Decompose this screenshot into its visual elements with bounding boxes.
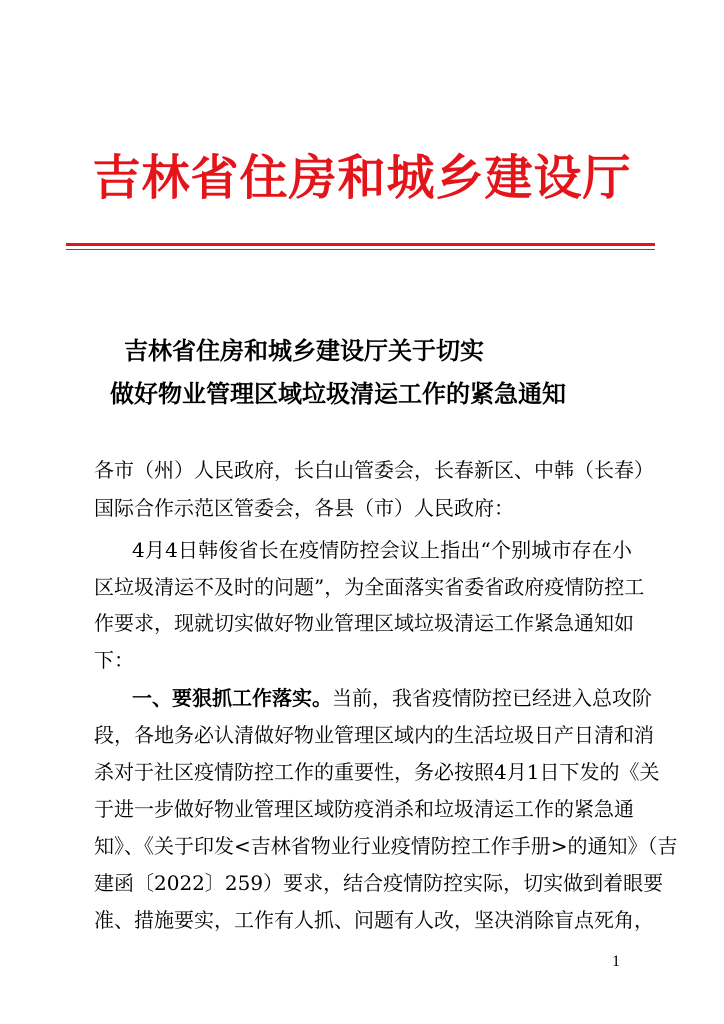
intro-line-3: 作要求，现就切实做好物业管理区域垃圾清运工作紧急通知如 [94, 611, 634, 635]
masthead: 吉林省住房和城乡建设厅 [92, 150, 632, 206]
section-1-line-2: 段，各地务必认清做好物业管理区域内的生活垃圾日产日清和消 [94, 723, 654, 747]
section-1-line-4: 于进一步做好物业管理区域防疫消杀和垃圾清运工作的紧急通 [94, 797, 634, 821]
section-1-line-1-text: 当前，我省疫情防控已经进入总攻阶 [332, 686, 652, 710]
section-1-line-6: 建函〔2022〕259）要求，结合疫情防控实际，切实做到着眼要 [94, 871, 664, 895]
document-title-line-2: 做好物业管理区域垃圾清运工作的紧急通知 [110, 379, 566, 408]
section-1-line-3: 杀对于社区疫情防控工作的重要性，务必按照4月1日下发的《关 [94, 760, 660, 784]
document-title-line-1: 吉林省住房和城乡建设厅关于切实 [124, 336, 484, 365]
section-1-line-7: 准、措施要实，工作有人抓、问题有人改，坚决消除盲点死角， [94, 908, 654, 932]
masthead-rule-thick [66, 243, 655, 246]
section-1-heading: 一、要狠抓工作落实。 [132, 686, 332, 710]
addressee-line-2: 国际合作示范区管委会，各县（市）人民政府： [94, 496, 514, 520]
section-1-line-5: 知》、《关于印发<吉林省物业行业疫情防控工作手册>的通知》（吉 [94, 834, 678, 858]
intro-line-2: 区垃圾清运不及时的问题”，为全面落实省委省政府疫情防控工 [94, 575, 645, 599]
section-1-line-1 [132, 683, 652, 713]
page-number: 1 [612, 953, 620, 970]
masthead-rule-thin [66, 249, 655, 250]
intro-line-4: 下： [94, 648, 134, 672]
intro-line-1: 4月4日韩俊省长在疫情防控会议上指出“个别城市存在小 [132, 538, 632, 562]
addressee-line-1: 各市（州）人民政府，长白山管委会，长春新区、中韩（长春） [94, 458, 654, 482]
